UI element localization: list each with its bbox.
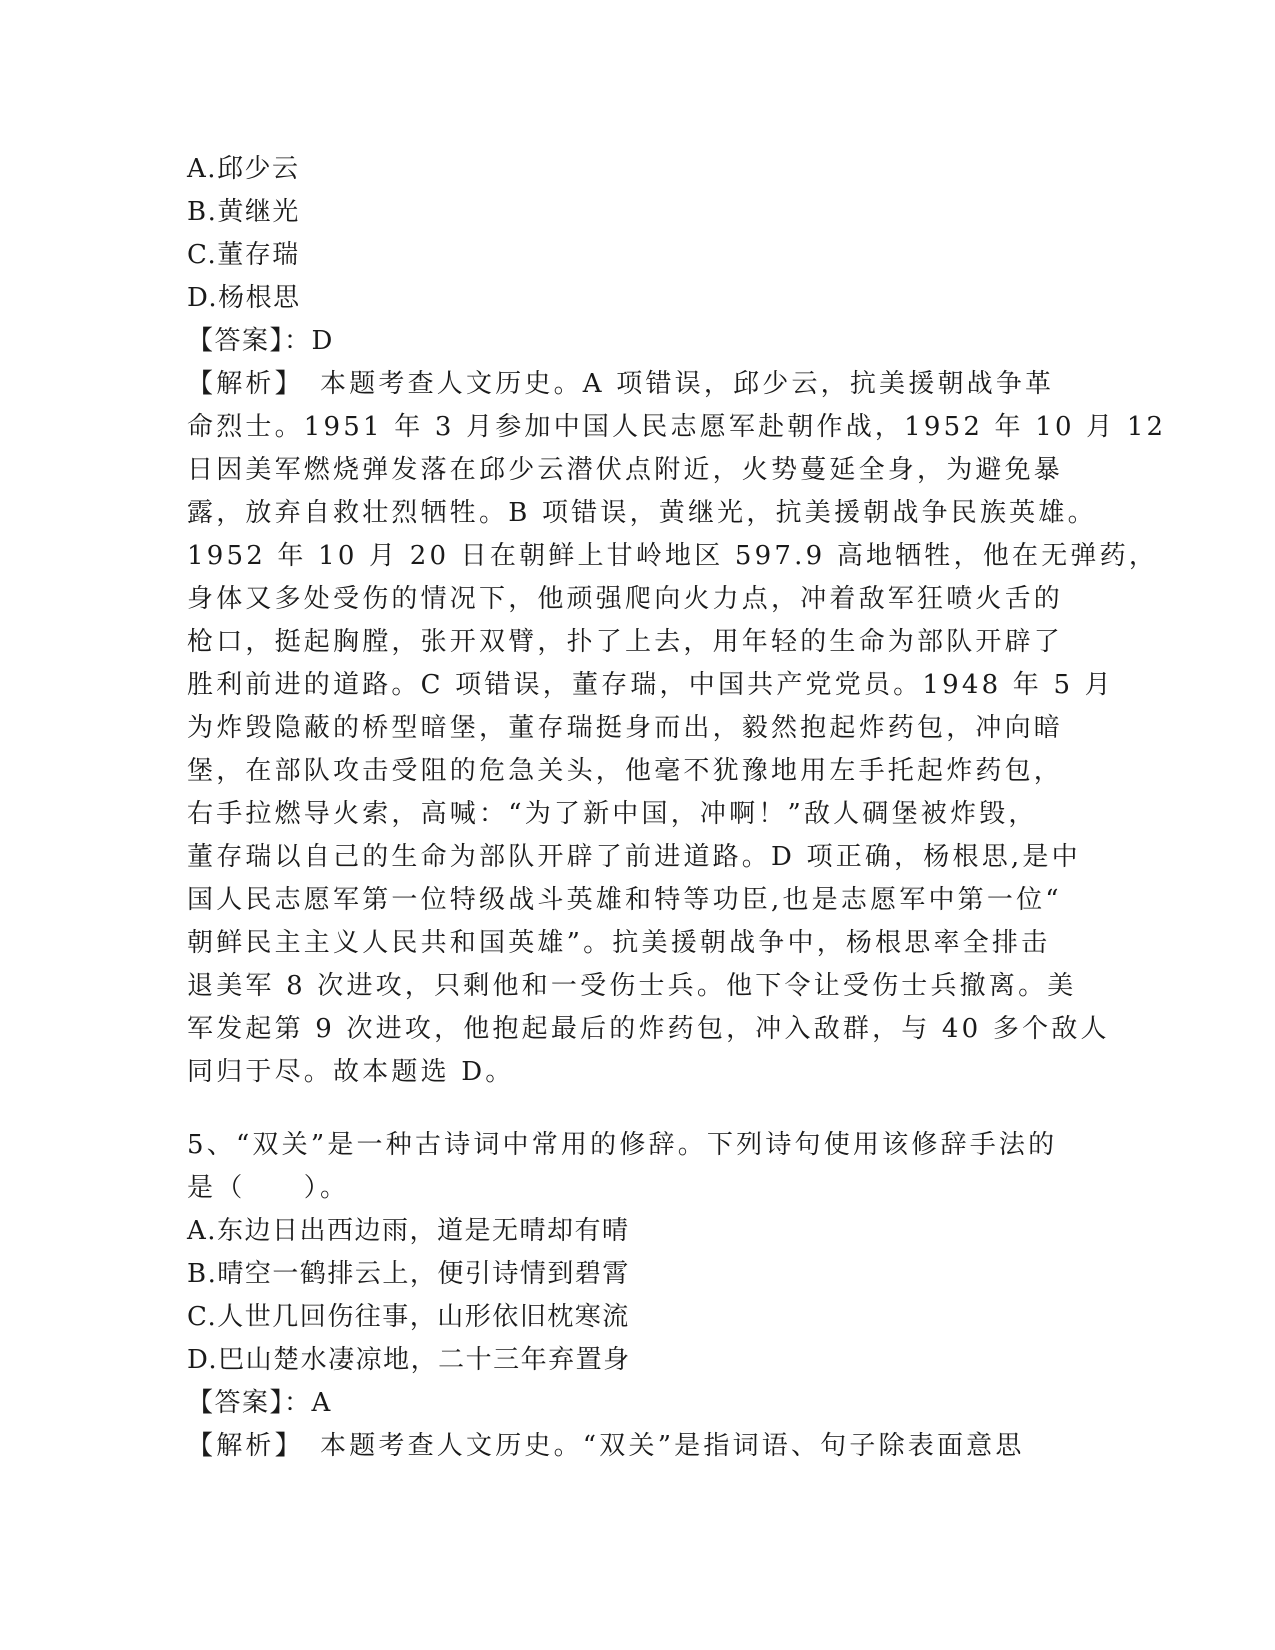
option-c: C.人世几回伤往事，山形依旧枕寒流	[187, 1302, 630, 1332]
q4-options	[187, 148, 1092, 320]
q5-options	[187, 1210, 1092, 1382]
q4-analysis	[187, 363, 1167, 1094]
analysis-line: 退美军 8 次进攻，只剩他和一受伤士兵。他下令让受伤士兵撤离。美	[187, 971, 1077, 1001]
analysis-line: 露，放弃自救壮烈牺牲。B 项错误，黄继光，抗美援朝战争民族英雄。	[187, 498, 1097, 528]
option-d: D.巴山楚水凄凉地，二十三年弃置身	[187, 1345, 631, 1375]
q5-question	[187, 1124, 1092, 1210]
document-page	[187, 148, 1167, 1468]
analysis-line: 右手拉燃导火索，高喊：“为了新中国，冲啊！”敌人碉堡被炸毁，	[187, 799, 1038, 829]
option-d: D.杨根思	[187, 283, 301, 313]
analysis-line: 朝鲜民主主义人民共和国英雄”。抗美援朝战争中，杨根思率全排击	[187, 928, 1051, 958]
analysis-line: 【解析】 本题考查人文历史。“双关”是指词语、句子除表面意思	[187, 1431, 1025, 1461]
option-c: C.董存瑞	[187, 240, 300, 270]
q5-answer: 【答案】：A	[187, 1388, 332, 1418]
analysis-line: 命烈士。1951 年 3 月参加中国人民志愿军赴朝作战，1952 年 10 月 12	[187, 412, 1167, 442]
question-gap	[187, 1094, 1092, 1124]
analysis-line: 日因美军燃烧弹发落在邱少云潜伏点附近，火势蔓延全身，为避免暴	[187, 455, 1064, 485]
question-line: 5、“双关”是一种古诗词中常用的修辞。下列诗句使用该修辞手法的	[187, 1130, 1058, 1160]
option-a: A.邱少云	[187, 154, 300, 184]
analysis-line: 1952 年 10 月 20 日在朝鲜上甘岭地区 597.9 高地牺牲，他在无弹药，	[187, 541, 1159, 571]
analysis-line: 堡，在部队攻击受阻的危急关头，他毫不犹豫地用左手托起炸药包，	[187, 756, 1064, 786]
analysis-line: 枪口，挺起胸膛，张开双臂，扑了上去，用年轻的生命为部队开辟了	[187, 627, 1064, 657]
analysis-line: 国人民志愿军第一位特级战斗英雄和特等功臣,也是志愿军中第一位“	[187, 885, 1062, 915]
analysis-line: 身体又多处受伤的情况下，他顽强爬向火力点，冲着敌军狂喷火舌的	[187, 584, 1064, 614]
analysis-line: 【解析】 本题考查人文历史。A 项错误，邱少云，抗美援朝战争革	[187, 369, 1055, 399]
q4-answer: 【答案】：D	[187, 326, 334, 356]
analysis-line: 胜利前进的道路。C 项错误，董存瑞，中国共产党党员。1948 年 5 月	[187, 670, 1114, 700]
q5-analysis	[187, 1425, 1092, 1468]
question-line: 是（ ）。	[187, 1173, 350, 1203]
analysis-line: 为炸毁隐蔽的桥型暗堡，董存瑞挺身而出，毅然抱起炸药包，冲向暗	[187, 713, 1064, 743]
option-b: B.黄继光	[187, 197, 300, 227]
analysis-line: 军发起第 9 次进攻，他抱起最后的炸药包，冲入敌群，与 40 多个敌人	[187, 1014, 1110, 1044]
option-b: B.晴空一鹤排云上，便引诗情到碧霄	[187, 1259, 630, 1289]
analysis-line: 董存瑞以自己的生命为部队开辟了前进道路。D 项正确，杨根思,是中	[187, 842, 1081, 872]
analysis-line: 同归于尽。故本题选 D。	[187, 1057, 515, 1087]
option-a: A.东边日出西边雨，道是无晴却有晴	[187, 1216, 630, 1246]
